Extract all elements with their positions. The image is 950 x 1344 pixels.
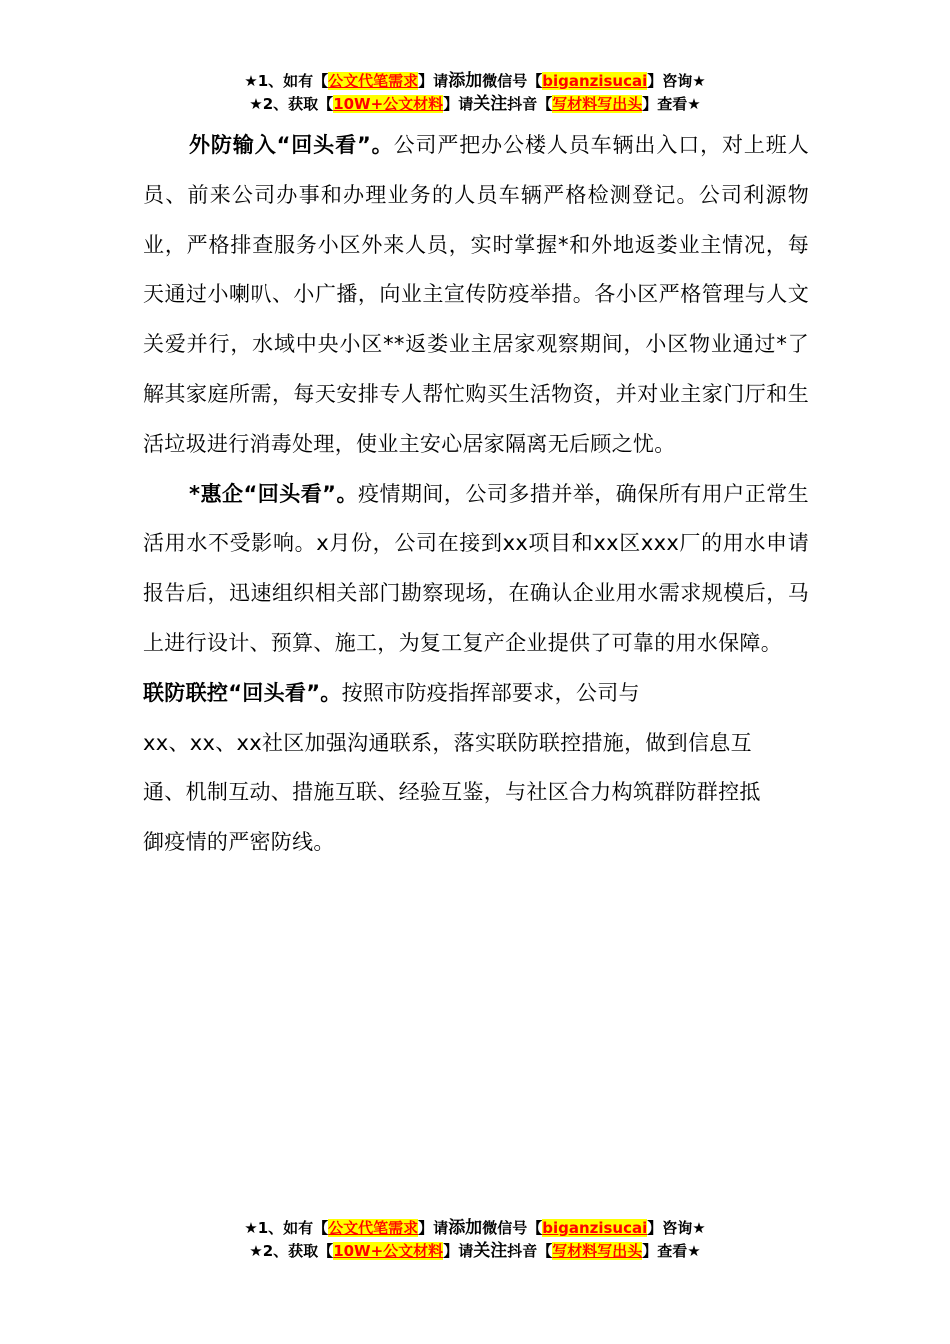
highlight-douyin-id: 写材料写出头 <box>552 95 643 113</box>
banner-line-2: ★2、获取【10W+公文材料】请关注抖音【写材料写出头】查看★ <box>249 94 701 114</box>
highlight-service: 公文代笔需求 <box>328 72 419 90</box>
paragraph-heading: *惠企“回头看”。 <box>189 481 358 506</box>
banner-line-2: ★2、获取【10W+公文材料】请关注抖音【写材料写出头】查看★ <box>249 1241 701 1261</box>
paragraph-heading: 外防输入“回头看”。 <box>189 133 394 157</box>
paragraph-text: 按照市防疫指挥部要求，公司与 <box>341 680 640 705</box>
banner-line-1: ★1、如有【公文代笔需求】请添加微信号【biganzisucai】咨询★ <box>244 71 706 91</box>
highlight-douyin-id: 写材料写出头 <box>552 1242 643 1260</box>
footer-banner <box>0 1217 950 1263</box>
paragraph-text: 通、机制互动、措施互联、经验互鉴，与社区合力构筑群防群控抵 <box>143 780 761 805</box>
paragraph-heading: 联防联控“回头看”。 <box>143 680 342 705</box>
highlight-materials: 10W+公文材料 <box>333 95 444 113</box>
paragraph-text: 疫情期间，公司多措并举，确保所有用户正常生活用水不受影响。x月份，公司在接到xx项目和xx区xxx厂的用水申请报告后，迅速组织相关部门勘察现场，在确认企业用水需求规模后，马上进行设计、预算、施工，为复工复产企业提供了可靠的用水保障。 <box>143 481 809 655</box>
paragraph-text: 御疫情的严密防线。 <box>143 830 335 855</box>
paragraph-text: 公司严把办公楼人员车辆出入口，对上班人员、前来公司办事和办理业务的人员车辆严格检测登记。公司利源物业，严格排查服务小区外来人员，实时掌握*和外地返娄业主情况，每天通过小喇叭、小广播，向业主宣传防疫举措。各小区严格管理与人文关爱并行，水域中央小区**返娄业主居家观察期间，小区物业通过*了解其家庭所需，每天安排专人帮忙购买生活物资，并对业主家门厅和生活垃圾进行消毒处理，使业主安心居家隔离无后顾之忧。 <box>143 133 809 456</box>
paragraph-external-defense <box>143 121 809 470</box>
highlight-wechat-id: biganzisucai <box>542 72 648 90</box>
highlight-service: 公文代笔需求 <box>328 1219 419 1237</box>
banner-line-1: ★1、如有【公文代笔需求】请添加微信号【biganzisucai】咨询★ <box>244 1218 706 1238</box>
highlight-materials: 10W+公文材料 <box>333 1242 444 1260</box>
paragraph-text: xx、xx、xx社区加强沟通联系，落实联防联控措施，做到信息互 <box>143 730 752 755</box>
document-body <box>143 121 809 868</box>
paragraph-enterprise-support <box>143 470 809 669</box>
highlight-wechat-id: biganzisucai <box>542 1219 648 1237</box>
header-banner <box>0 70 950 116</box>
paragraph-joint-control <box>143 669 809 868</box>
